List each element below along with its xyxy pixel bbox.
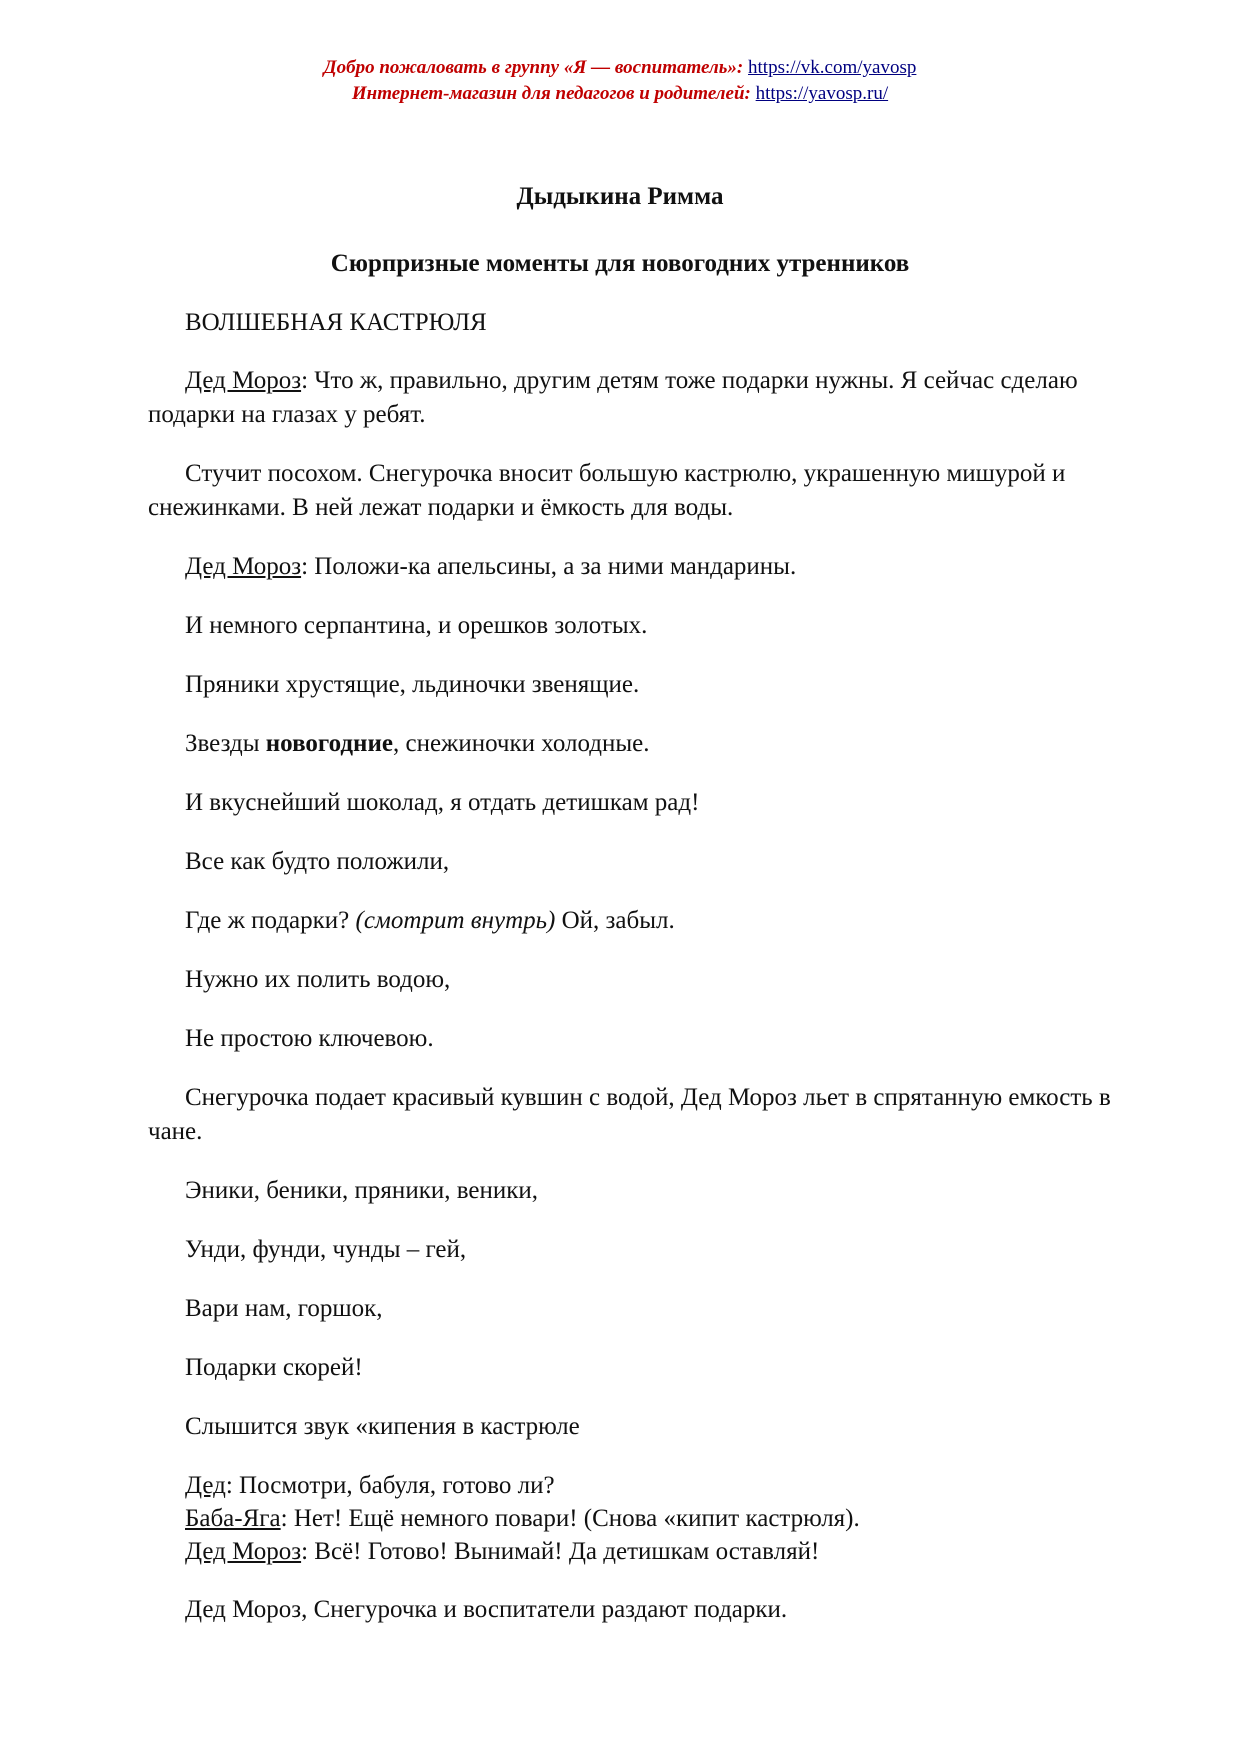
paragraph-6-c: , снежиночки холодные. (392, 730, 650, 757)
paragraph-21: Дед Мороз, Снегурочка и воспитатели раздают подарки. (185, 1596, 788, 1623)
paragraph-20 (148, 1535, 1138, 1569)
paragraph-12: Снегурочка подает красивый кувшин с водой, Дед Мороз льет в спрятанную емкость в чане. (148, 1084, 1111, 1145)
paragraph-6 (148, 727, 1138, 761)
shop-link[interactable]: https://yavosp.ru/ (755, 83, 889, 104)
paragraph-10: Нужно их полить водою, (185, 966, 451, 993)
promo-line-group (0, 55, 1240, 81)
document-title: Сюрпризные моменты для новогодних утренников (330, 250, 910, 277)
paragraph-5: Пряники хрустящие, льдиночки звенящие. (185, 671, 640, 698)
paragraph-9-a: Где ж подарки? (185, 907, 356, 934)
stage-direction: (смотрит внутрь) (355, 907, 556, 934)
paragraph-14: Унди, фунди, чунды – гей, (185, 1236, 467, 1263)
paragraph-4: И немного серпантина, и орешков золотых. (185, 612, 648, 639)
paragraph-18 (148, 1469, 1138, 1503)
paragraph-17: Слышится звук «кипения в кастрюле (185, 1413, 580, 1440)
paragraph-1-text: : Что ж, правильно, другим детям тоже подарки нужны. Я сейчас сделаю подарки на глазах у ребят. (148, 367, 1078, 428)
paragraph-15: Вари нам, горшок, (185, 1295, 383, 1322)
author-name: Дыдыкина Римма (516, 183, 724, 210)
paragraph-9-c: Ой, забыл. (555, 907, 675, 934)
promo-group-label: Добро пожаловать в группу «Я — воспитатель»: (323, 57, 744, 78)
paragraph-3 (148, 550, 1138, 584)
paragraph-19 (148, 1502, 1138, 1536)
paragraph-2: Стучит посохом. Снегурочка вносит большую кастрюлю, украшенную мишурой и снежинками. В ней лежат подарки и ёмкость для воды. (148, 460, 1066, 521)
promo-shop-label: Интернет-магазин для педагогов и родителей: (351, 83, 751, 104)
speaker-ded-moroz: Дед Мороз (185, 367, 302, 394)
speaker-baba-yaga: Баба-Яга (185, 1505, 281, 1532)
paragraph-20-text: : Всё! Готово! Вынимай! Да детишкам оставляй! (301, 1538, 820, 1565)
vk-group-link[interactable]: https://vk.com/yavosp (748, 57, 917, 78)
paragraph-18-text: : Посмотри, бабуля, готово ли? (225, 1472, 555, 1499)
paragraph-11: Не простою ключевою. (185, 1025, 434, 1052)
paragraph-8: Все как будто положили, (185, 848, 450, 875)
speaker-ded-moroz: Дед Мороз (185, 1538, 302, 1565)
paragraph-6-a: Звезды (185, 730, 266, 757)
paragraph-6-bold: новогодние (265, 730, 393, 757)
speaker-ded: Дед (185, 1472, 226, 1499)
paragraph-1 (148, 364, 1138, 432)
promo-line-shop (0, 81, 1240, 107)
paragraph-9 (148, 904, 1138, 938)
paragraph-13: Эники, беники, пряники, веники, (185, 1177, 539, 1204)
paragraph-16: Подарки скорей! (185, 1354, 363, 1381)
paragraph-3-text: : Положи-ка апельсины, а за ними мандарины. (301, 553, 797, 580)
paragraph-19-text: : Нет! Ещё немного повари! (Снова «кипит кастрюля). (280, 1505, 860, 1532)
speaker-ded-moroz: Дед Мороз (185, 553, 302, 580)
paragraph-7: И вкуснейший шоколад, я отдать детишкам рад! (185, 789, 700, 816)
section-heading: ВОЛШЕБНАЯ КАСТРЮЛЯ (185, 309, 487, 336)
